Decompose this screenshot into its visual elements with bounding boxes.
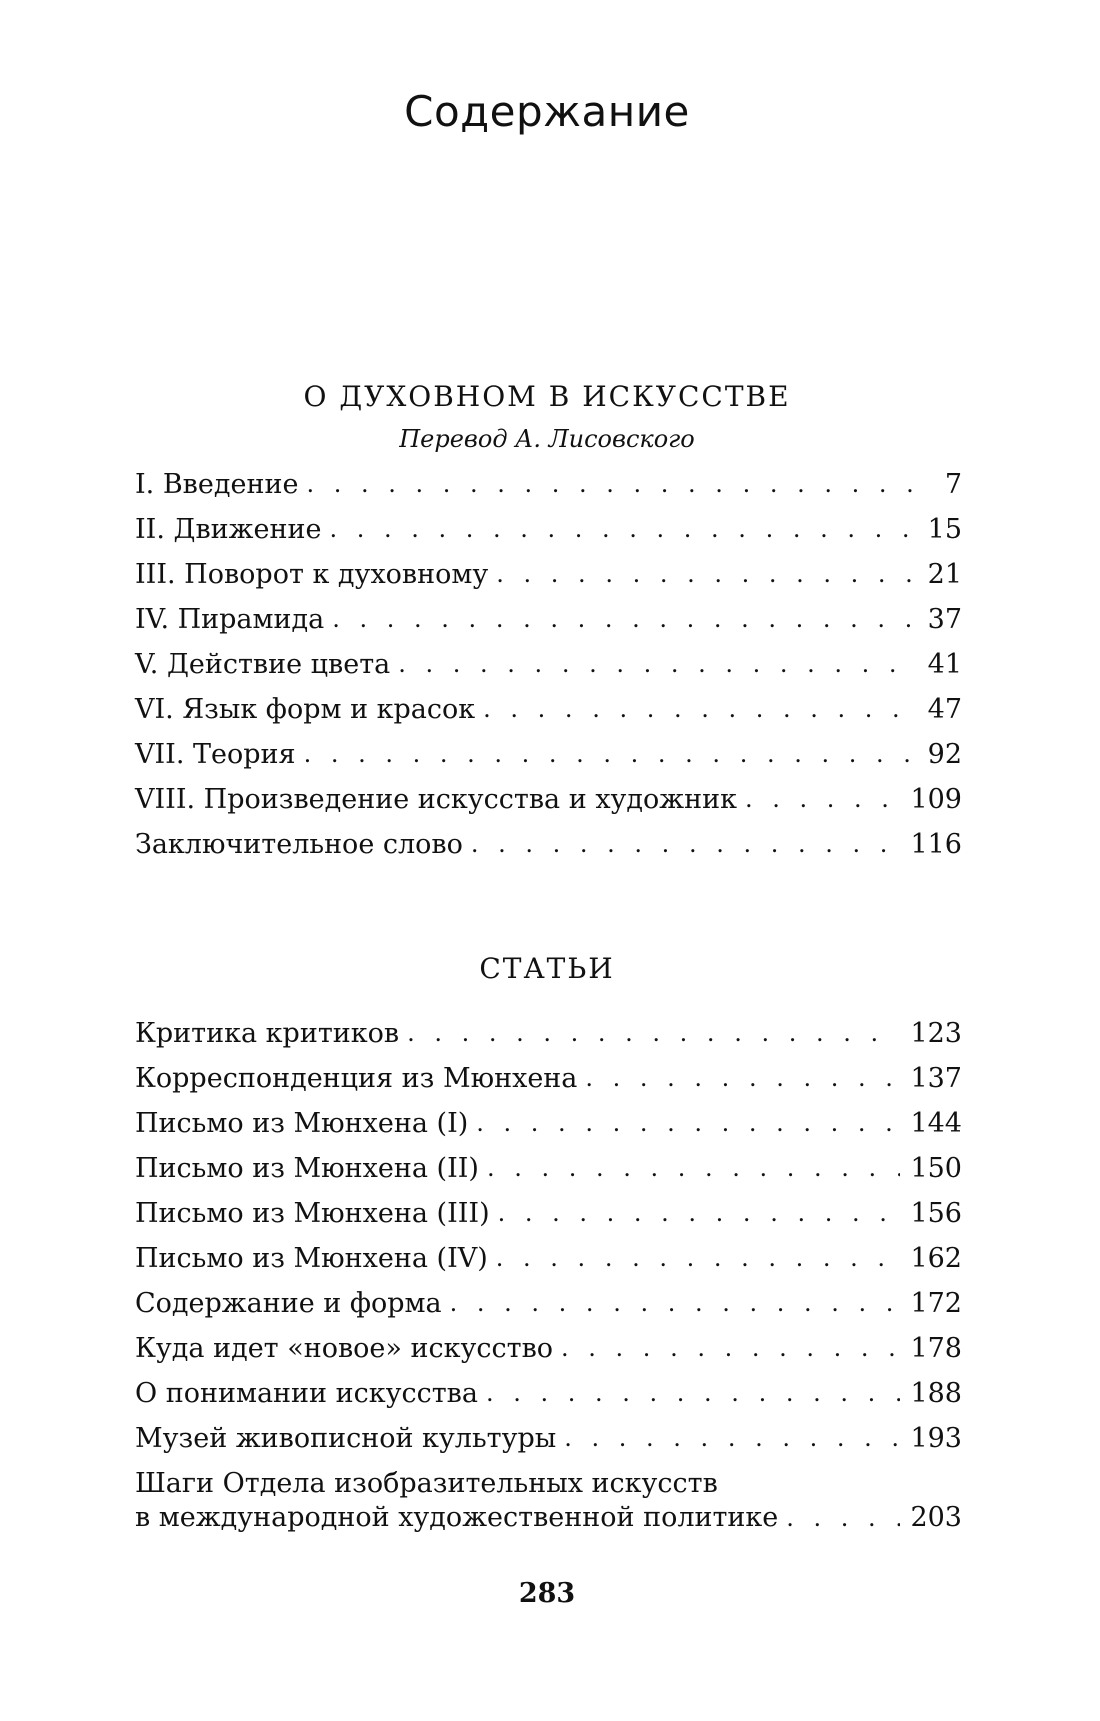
dot-leader [332,597,912,642]
dot-leader [487,1146,901,1191]
dot-leader [471,822,901,867]
toc-list-treatise [135,462,962,867]
toc-entry-page: 47 [927,694,962,725]
toc-entry-title: Письмо из Мюнхена (II) [135,1153,479,1184]
toc-entry[interactable] [135,1371,962,1416]
toc-entry[interactable] [135,642,962,687]
toc-entry-title: III. Поворот к духовному [135,559,489,590]
toc-entry-title: Письмо из Мюнхена (IV) [135,1243,488,1274]
toc-entry-page: 92 [927,739,962,770]
toc-entry[interactable] [135,1326,962,1371]
toc-entry-page: 193 [910,1423,962,1454]
page-number: 283 [518,1578,576,1609]
toc-entry-page: 109 [910,784,962,815]
toc-entry[interactable] [135,1011,962,1056]
toc-entry-title: Письмо из Мюнхена (III) [135,1198,490,1229]
toc-entry-title: VI. Язык форм и красок [135,694,476,725]
toc-entry-title: VII. Теория [135,739,296,770]
dot-leader [304,732,912,777]
dot-leader [306,462,912,507]
toc-entry-page: 150 [910,1153,962,1184]
toc-entry-title: Письмо из Мюнхена (I) [135,1108,469,1139]
toc-entry[interactable] [135,687,962,732]
toc-entry[interactable] [135,1056,962,1101]
dot-leader [585,1056,900,1101]
toc-entry-page: 178 [910,1333,962,1364]
toc-entry-title-line1: Шаги Отдела изобразительных искусств [135,1468,718,1499]
toc-entry-title: V. Действие цвета [135,649,391,680]
toc-entry-page: 188 [910,1378,962,1409]
toc-entry-page: 162 [910,1243,962,1274]
dot-leader [329,507,912,552]
toc-entry-title: Заключительное слово [135,829,463,860]
toc-entry-title: Критика критиков [135,1018,400,1049]
toc-entry[interactable] [135,552,962,597]
dot-leader [496,1236,901,1281]
toc-entry-page: 203 [910,1502,962,1533]
toc-entry-title: IV. Пирамида [135,604,325,635]
toc-entry-page: 144 [910,1108,962,1139]
section-translator-note: Перевод А. Лисовского [399,425,695,453]
dot-leader [786,1501,900,1535]
toc-entry[interactable] [135,507,962,552]
toc-entry[interactable] [135,1146,962,1191]
toc-entry-page: 41 [927,649,962,680]
toc-entry-page: 21 [927,559,962,590]
toc-entry-page: 172 [910,1288,962,1319]
dot-leader [483,687,912,732]
toc-entry-title: I. Введение [135,469,299,500]
toc-entry-page: 156 [910,1198,962,1229]
toc-entry[interactable] [135,1191,962,1236]
section-heading-articles: СТАТЬИ [479,952,615,985]
dot-leader [486,1371,900,1416]
toc-entry-title: Куда идет «новое» искусство [135,1333,554,1364]
toc-entry-title: Содержание и форма [135,1288,442,1319]
toc-entry-page: 137 [910,1063,962,1094]
toc-entry-title-line2: в международной художественной политике [135,1502,779,1533]
toc-entry[interactable] [135,1236,962,1281]
toc-list-articles [135,1011,962,1535]
toc-entry[interactable] [135,777,962,822]
toc-entry-page: 116 [910,829,962,860]
toc-entry-title: VIII. Произведение искусства и художник [135,784,738,815]
toc-entry-title: О понимании искусства [135,1378,478,1409]
toc-entry[interactable] [135,462,962,507]
dot-leader [476,1101,900,1146]
toc-entry-page: 123 [910,1018,962,1049]
dot-leader [398,642,912,687]
toc-entry[interactable] [135,1416,962,1461]
dot-leader [450,1281,901,1326]
page-title: Содержание [404,87,690,136]
dot-leader [745,777,900,822]
dot-leader [561,1326,900,1371]
toc-entry[interactable] [135,1467,962,1535]
toc-entry[interactable] [135,732,962,777]
toc-entry-title: Корреспонденция из Мюнхена [135,1063,578,1094]
toc-entry-page: 15 [927,514,962,545]
toc-entry-page: 7 [944,469,962,500]
toc-entry-title-line2-row [135,1501,962,1535]
dot-leader [498,1191,901,1236]
dot-leader [496,552,912,597]
dot-leader [564,1416,900,1461]
toc-entry[interactable] [135,822,962,867]
toc-entry-page: 37 [927,604,962,635]
toc-entry[interactable] [135,1101,962,1146]
section-heading-treatise: О ДУХОВНОМ В ИСКУССТВЕ [303,380,791,413]
toc-entry-title: II. Движение [135,514,322,545]
toc-entry[interactable] [135,1281,962,1326]
toc-entry-title: Музей живописной культуры [135,1423,557,1454]
toc-entry[interactable] [135,597,962,642]
dot-leader [407,1011,900,1056]
